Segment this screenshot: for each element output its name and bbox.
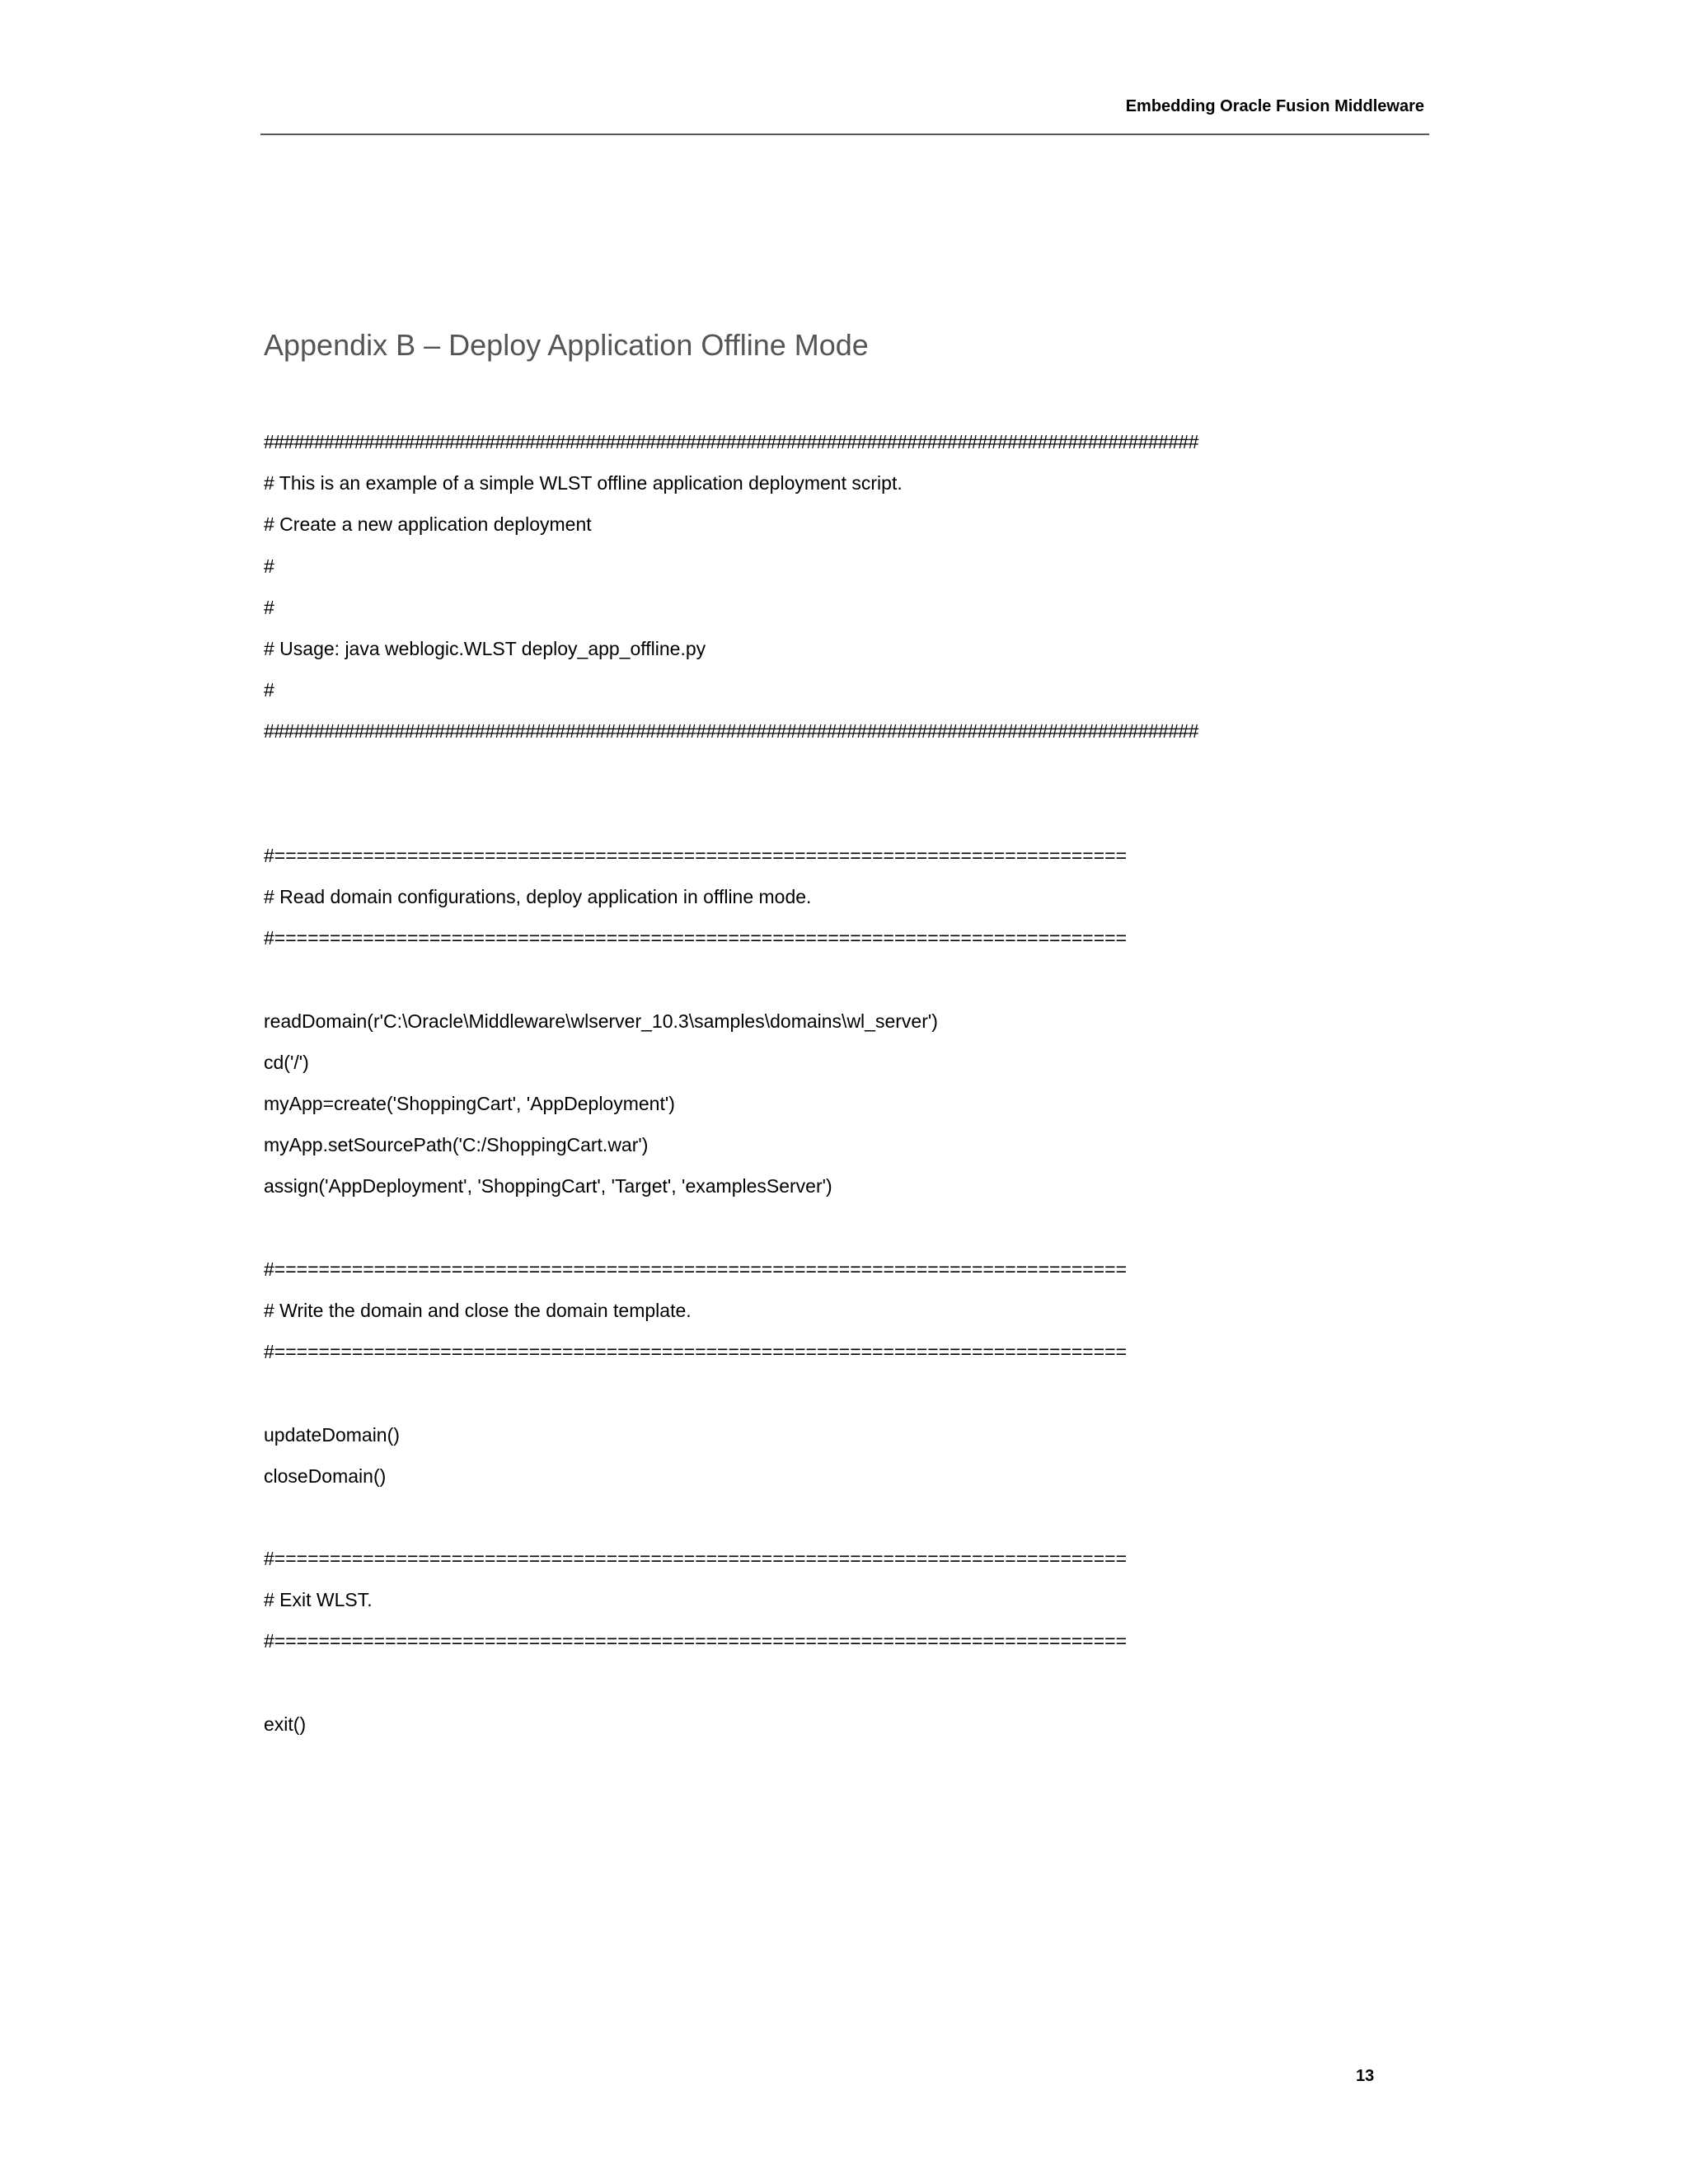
code-line: #============================================================================= (264, 1548, 1128, 1570)
code-line: # Create a new application deployment (264, 513, 592, 536)
code-line (264, 1211, 1434, 1252)
code-line: # (264, 679, 274, 701)
appendix-title: Appendix B – Deploy Application Offline Mode (264, 328, 869, 362)
code-line: # Exit WLST. (264, 1589, 373, 1611)
code-line: updateDomain() (264, 1423, 400, 1446)
page-header (260, 92, 1429, 135)
code-line: myApp=create('ShoppingCart', 'AppDeployment') (264, 1093, 675, 1114)
code-line: # This is an example of a simple WLST offline application deployment script. (264, 472, 903, 494)
code-line: # (264, 596, 274, 618)
code-line: assign('AppDeployment', 'ShoppingCart', 'Target', 'examplesServer') (264, 1175, 832, 1197)
code-line: cd('/') (264, 1051, 309, 1073)
page-number: 13 (1356, 2067, 1375, 2085)
header-title: Embedding Oracle Fusion Middleware (1125, 97, 1424, 115)
code-line: # Read domain configurations, deploy application in offline mode. (264, 886, 812, 908)
code-listing (264, 424, 1434, 1748)
code-line (264, 1376, 1434, 1417)
code-line (264, 797, 1434, 838)
code-line: closeDomain() (264, 1465, 387, 1487)
code-line: #============================================================================= (264, 1630, 1128, 1652)
code-line (264, 1666, 1434, 1707)
code-line: readDomain(r'C:\Oracle\Middleware\wlserver_10.3\samples\domains\wl_server') (264, 1010, 938, 1032)
code-line: exit() (264, 1713, 307, 1735)
code-line: # Usage: java weblogic.WLST deploy_app_offline.py (264, 637, 706, 659)
code-line: # Write the domain and close the domain template. (264, 1299, 692, 1321)
code-line (264, 962, 1434, 1003)
code-line: #============================================================================= (264, 1341, 1128, 1363)
code-line: #============================================================================= (264, 927, 1128, 949)
code-line: #============================================================================= (264, 844, 1128, 866)
code-line: myApp.setSourcePath('C:/ShoppingCart.war') (264, 1134, 649, 1156)
code-line: # (264, 555, 274, 577)
code-line: ############################################################################################# (264, 720, 1198, 743)
code-line: #============================================================================= (264, 1258, 1128, 1280)
code-line: ############################################################################################# (264, 431, 1198, 452)
code-line (264, 756, 1434, 797)
code-line (264, 1500, 1434, 1541)
